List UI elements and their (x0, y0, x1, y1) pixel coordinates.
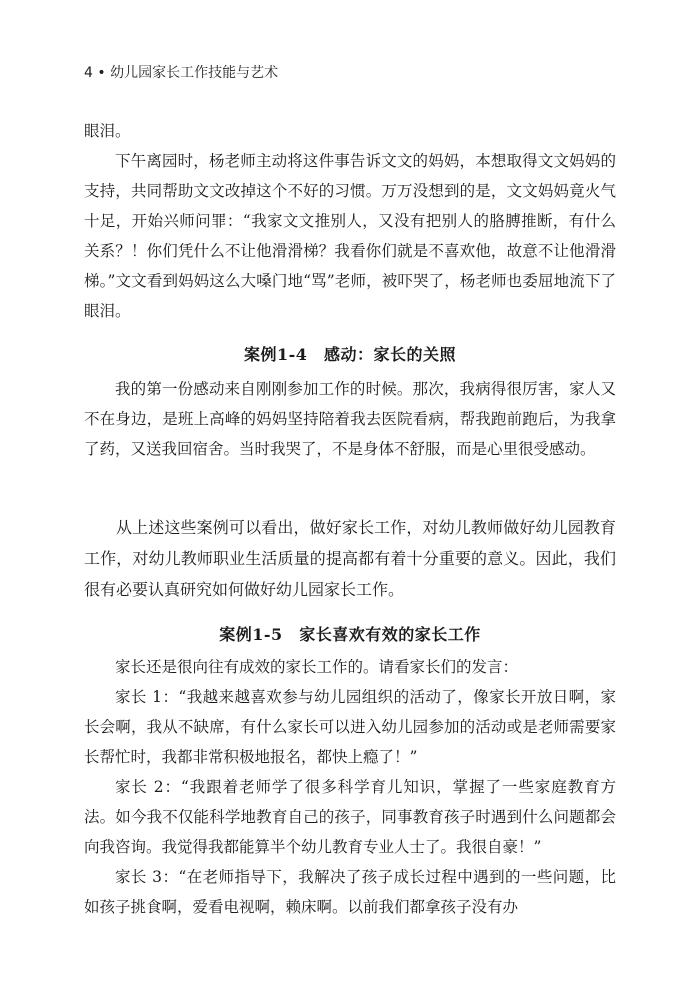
paragraph: 家长 2：“我跟着老师学了很多科学育儿知识，掌握了一些家庭教育方法。如今我不仅能科学地教育自己的孩子，同事教育孩子时遇到什么问题都会向我咨询。我觉得我都能算半个幼儿教育专业人士了。我很自豪！” (84, 778, 616, 856)
paragraph: 眼泪。 (84, 122, 131, 140)
running-head: 4 • 幼儿园家长工作技能与艺术 (84, 65, 279, 81)
paragraph: 家长还是很向往有成效的家长工作的。请看家长们的发言： (115, 658, 519, 676)
case-title: 案例1-5 家长喜欢有效的家长工作 (219, 625, 481, 644)
paragraph: 从上述这些案例可以看出，做好家长工作，对幼儿教师做好幼儿园教育工作，对幼儿教师职业生活质量的提高都有着十分重要的意义。因此，我们很有必要认真研究如何做好幼儿园家长工作。 (84, 518, 616, 599)
paragraph: 家长 3：“在老师指导下，我解决了孩子成长过程中遇到的一些问题，比如孩子挑食啊，爱看电视啊，赖床啊。以前我们都拿孩子没有办 (84, 868, 616, 916)
case-body (84, 374, 616, 464)
case-body (84, 652, 616, 922)
case-title: 案例1-4 感动：家长的关照 (244, 345, 456, 364)
summary-block (84, 512, 616, 605)
paragraph: 家长 1：“我越来越喜欢参与幼儿园组织的活动了，像家长开放日啊，家长会啊，我从不缺席，有什么家长可以进入幼儿园参加的活动或是老师需要家长帮忙时，我都非常积极地报名，都快上瘾了！” (84, 688, 616, 766)
case-narrative (84, 116, 616, 326)
paragraph: 下午离园时，杨老师主动将这件事告诉文文的妈妈，本想取得文文妈妈的支持，共同帮助文文改掉这个不好的习惯。万万没想到的是，文文妈妈竟火气十足，开始兴师问罪：“我家文文推别人，又没有把别人的胳膊推断，有什么关系？！你们凭什么不让他滑滑梯？我看你们就是不喜欢他，故意不让他滑滑梯。”文文看到妈妈这么大嗓门地“骂”老师，被吓哭了，杨老师也委屈地流下了眼泪。 (84, 152, 616, 320)
paragraph: 我的第一份感动来自刚刚参加工作的时候。那次，我病得很厉害，家人又不在身边，是班上高峰的妈妈坚持陪着我去医院看病，帮我跑前跑后，为我拿了药，又送我回宿舍。当时我哭了，不是身体不舒服，而是心里很受感动。 (84, 380, 616, 458)
